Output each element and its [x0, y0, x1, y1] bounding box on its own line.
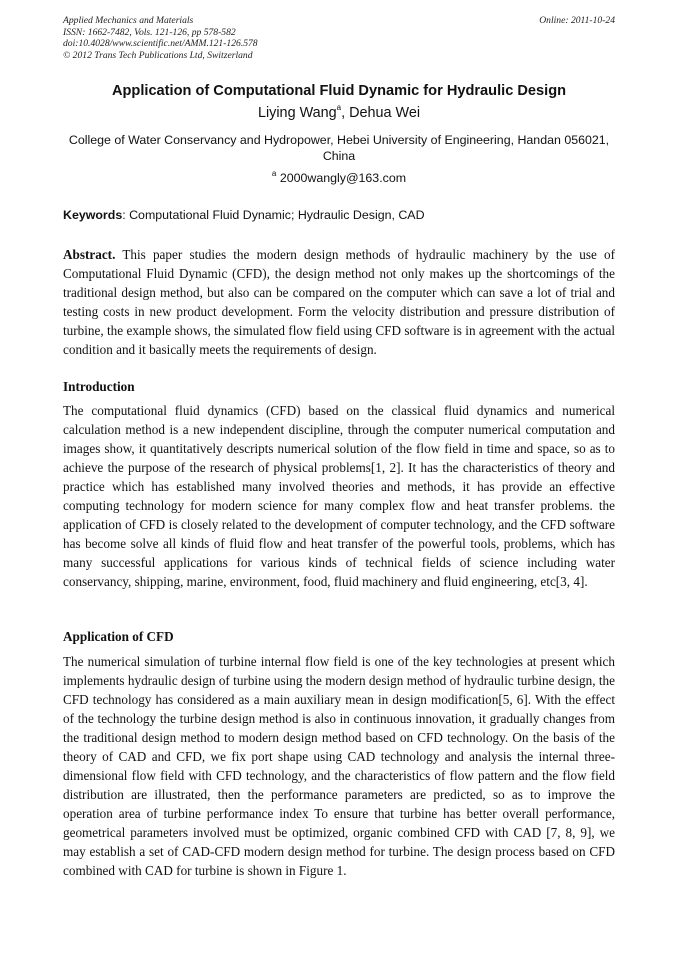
author-name: Dehua Wei — [349, 105, 421, 121]
online-date: Online: 2011-10-24 — [539, 15, 615, 26]
doi-line[interactable]: doi:10.4028/www.scientific.net/AMM.121-126.578 — [63, 38, 258, 49]
copyright-line: © 2012 Trans Tech Publications Ltd, Switzerland — [63, 49, 253, 61]
section-heading-application: Application of CFD — [63, 629, 174, 644]
author-name: Liying Wang — [257, 105, 337, 121]
journal-name: Applied Mechanics and Materials — [63, 15, 194, 26]
journal-header — [63, 15, 615, 61]
affiliation: College of Water Conservancy and Hydropower, Hebei University of Engineering, Handan 056021, China — [68, 133, 610, 163]
author-list — [40, 104, 638, 122]
email-address[interactable]: 2000wangly@163.com — [276, 171, 407, 185]
issn-line: ISSN: 1662-7482, Vols. 121-126, pp 578-582 — [63, 26, 236, 38]
author-email — [40, 170, 638, 186]
abstract-label: Abstract. — [63, 247, 116, 262]
section-body-application: The numerical simulation of turbine internal flow field is one of the key technologies at present which implements hydraulic design of turbine using the modern design method of hydraulic turbine design, the CFD technology has considered as a main auxiliary mean in design modification[5, 6]. With the effect of the technology the turbine design method is also in continuous innovation, it gradually changes from the traditional design method to modern design method based on CFD technology. On the basis of the theory of CAD and CFD, we fix port shape using CAD technology and analysis the internal three-dimensional flow field with CFD technology, and the characteristics of flow pattern and the flow field distribution are illustrated, then the performance parameters are predicted, so as to improve the operation area of turbine performance index To ensure that turbine has better overall performance, geometrical parameters involved must be optimized, organic combined CFD with CAD [7, 8, 9], we may establish a set of CAD-CFD modern design method for turbine. The design process based on CFD combined with CAD for turbine is shown in Figure 1. — [63, 654, 615, 878]
author-affil-marker: a — [336, 103, 342, 113]
keywords-text: : Computational Fluid Dynamic; Hydraulic Design, CAD — [122, 208, 425, 222]
abstract — [63, 245, 615, 359]
keywords-label: Keywords — [63, 208, 123, 222]
author-separator: , — [341, 105, 350, 121]
keywords — [63, 207, 623, 223]
section-body-introduction: The computational fluid dynamics (CFD) based on the classical fluid dynamics and numerical calculation method is a new independent discipline, through the computer numerical computation and images show, it quantitatively descripts numerical solution of the flow field in time and space, so as to achieve the purpose of the research of physical problems[1, 2]. It has the characteristics of theory and practice which has established many involved theories and methods, it has provide an effective computing technology for modern science for many complex flow and heat transfer problems. the application of CFD is closely related to the development of computer technology, and the CFD software has become solve all kinds of fluid flow and heat transfer of the powerful tools, problems, which has many successful applications for various kinds of technical fields of science including water conservancy, shipping, marine, environment, food, fluid machinery and fluid engineering, etc[3, 4]. — [63, 403, 615, 589]
paper-title: Application of Computational Fluid Dynamic for Hydraulic Design — [111, 83, 567, 99]
section-heading-introduction: Introduction — [63, 379, 135, 394]
abstract-text: This paper studies the modern design methods of hydraulic machinery by the use of Computational Fluid Dynamic (CFD), the design method not only makes up the shortcomings of the traditional design method, but also can be compared on the computer which can save a lot of trial and testing costs in new product development. Form the velocity distribution and pressure distribution of turbine, the example shows, the simulated flow field using CFD software is in agreement with the actual condition and it basically meets the requirements of design. — [63, 247, 615, 357]
email-marker: a — [271, 168, 277, 178]
